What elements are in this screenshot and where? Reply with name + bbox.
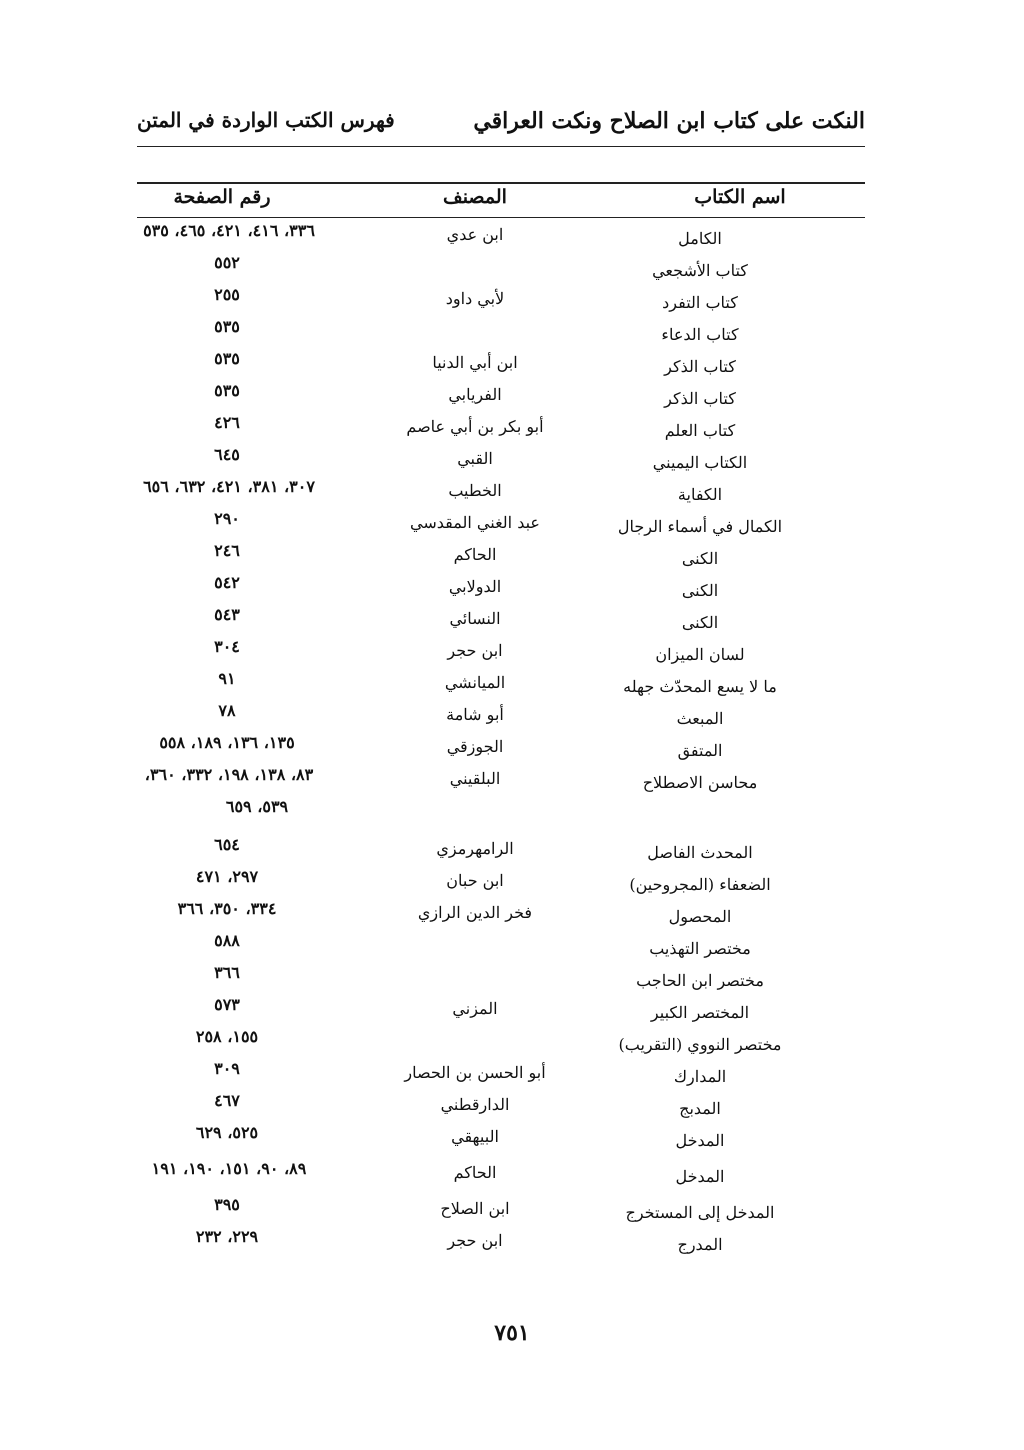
author-cell: ابن عدي [446,225,504,244]
pages-cell: ٣٣٤، ٣٥٠، ٣٦٦ [177,899,277,918]
pages-cell: ٢٤٦ [214,541,240,560]
author-cell: فخر الدين الرازي [417,903,533,922]
book-title-cell: الضعفاء (المجروحين) [629,875,771,894]
author-cell: لأبي داود [445,289,505,308]
column-headers [137,184,865,216]
book-title-cell: المدبج [679,1099,721,1118]
author-cell: البيهقي [451,1127,499,1146]
table-row [137,350,865,382]
pages-cell: ٥٣٥ [214,381,240,400]
book-title-cell: ما لا يسع المحدّث جهله [623,677,777,696]
table-header-rule [137,217,865,218]
table-row [137,964,865,996]
book-title-cell: المحدث الفاصل [647,843,753,862]
book-title-cell: مختصر ابن الحاجب [636,971,764,990]
author-cell: القبي [457,449,493,468]
book-title-cell: الكنى [681,549,719,568]
pages-cell: ٧٨ [218,701,236,720]
pages-cell: ٣٦٦ [214,963,240,982]
table-row [137,1028,865,1060]
pages-cell: ٣٠٩ [214,1059,240,1078]
pages-cell: ٣٩٥ [214,1195,240,1214]
author-cell: النسائي [449,609,501,628]
pages-cell: ١٣٥، ١٣٦، ١٨٩، ٥٥٨ [159,733,295,752]
table-row [137,996,865,1028]
table-row [137,414,865,446]
table-row [137,254,865,286]
author-cell: الحاكم [453,545,497,564]
pages-cell: ٨٣، ١٣٨، ١٩٨، ٣٣٢، ٣٦٠، [144,765,314,784]
pages-cell: ٥٣٩، ٦٥٩ [225,797,289,816]
table-row [137,670,865,702]
pages-cell: ٥٤٣ [214,605,240,624]
table-row [137,574,865,606]
author-cell: الفريابي [448,385,502,404]
book-title-cell: الكتاب اليميني [652,453,748,472]
pages-cell: ٥٣٥ [214,349,240,368]
table-row [137,702,865,734]
book-title-cell: الكنى [681,613,719,632]
pages-cell: ٣٠٧، ٣٨١، ٤٢١، ٦٣٢، ٦٥٦ [143,477,315,496]
table-row [137,446,865,478]
pages-cell: ٣٠٤ [214,637,240,656]
pages-cell: ٢٩٧، ٤٧١ [195,867,259,886]
book-title-cell: كتاب التفرد [662,293,738,312]
book-title-cell: كتاب الذكر [664,357,736,376]
table-row [137,900,865,932]
table-row-continuation [137,798,865,836]
header-rule [137,146,865,147]
table-row [137,1124,865,1160]
pages-cell: ٨٩، ٩٠، ١٥١، ١٩٠، ١٩١ [151,1159,307,1178]
author-cell: الرامهرمزي [436,839,514,858]
table-row [137,932,865,964]
book-title-cell: المدخل إلى المستخرج [625,1203,775,1222]
book-title-cell: المحصول [668,907,732,926]
author-cell: الدولابي [448,577,502,596]
table-row [137,1092,865,1124]
table-row [137,1060,865,1092]
table-row [137,734,865,766]
book-title-cell: المدخل [675,1167,725,1186]
author-cell: عبد الغني المقدسي [410,513,540,532]
book-title-cell: كتاب الدعاء [661,325,739,344]
table-row [137,478,865,510]
table-row [137,638,865,670]
pages-cell: ٥٥٢ [214,253,240,272]
table-row [137,286,865,318]
author-cell: ابن أبي الدنيا [432,353,518,372]
author-cell: ابن حجر [447,641,503,660]
author-cell: أبو بكر بن أبي عاصم [406,417,544,436]
book-title-cell: مختصر التهذيب [649,939,751,958]
table-row [137,766,865,798]
author-cell: ابن حجر [447,1231,503,1250]
pages-cell: ٦٥٤ [214,835,240,854]
author-cell: الحاكم [453,1163,497,1182]
pages-cell: ٤٦٧ [214,1091,240,1110]
book-title-cell: كتاب العلم [664,421,736,440]
book-title-cell: الكامل [678,229,722,248]
book-title-cell: المدارك [673,1067,727,1086]
author-cell: البلقيني [449,769,501,788]
column-header-author: المصنف [443,186,507,208]
table-row [137,606,865,638]
table-row [137,1228,865,1260]
book-title-cell: الكنى [681,581,719,600]
pages-cell: ٥٢٥، ٦٢٩ [195,1123,259,1142]
table-row [137,382,865,414]
pages-cell: ١٥٥، ٢٥٨ [195,1027,259,1046]
book-title-cell: كتاب الأشجعي [652,261,748,280]
book-title-cell: الكفاية [677,485,723,504]
pages-cell: ٢٩٠ [214,509,240,528]
running-header [137,108,865,142]
book-title-cell: المختصر الكبير [650,1003,750,1022]
column-header-title: اسم الكتاب [694,186,786,208]
table-row [137,1160,865,1196]
book-title-cell: لسان الميزان [655,645,745,664]
pages-cell: ٢٢٩، ٢٣٢ [195,1227,259,1246]
book-title-cell: محاسن الاصطلاح [642,773,758,792]
book-title-cell: كتاب الذكر [664,389,736,408]
index-table [137,222,865,1260]
table-row [137,542,865,574]
table-row [137,510,865,542]
book-title-cell: الكمال في أسماء الرجال [617,517,783,536]
pages-cell: ٤٢٦ [214,413,240,432]
author-cell: الميانشي [444,673,506,692]
table-row [137,222,865,254]
book-title-cell: المتفق [677,741,723,760]
author-cell: ابن الصلاح [440,1199,510,1218]
book-title-cell: المدخل [675,1131,725,1150]
table-row [137,318,865,350]
pages-cell: ٥٧٣ [214,995,240,1014]
pages-cell: ٥٣٥ [214,317,240,336]
table-row [137,836,865,868]
author-cell: المزني [452,999,498,1018]
author-cell: ابن حبان [446,871,504,890]
book-title-cell: مختصر النووي (التقريب) [618,1035,782,1054]
pages-cell: ٣٣٦، ٤١٦، ٤٢١، ٤٦٥، ٥٣٥ [143,221,315,240]
index-title: فهرس الكتب الواردة في المتن [137,108,395,132]
pages-cell: ٥٨٨ [214,931,240,950]
author-cell: الجوزقي [446,737,504,756]
pages-cell: ٥٤٢ [214,573,240,592]
author-cell: الدارقطني [440,1095,510,1114]
book-title-cell: المدرج [677,1235,723,1254]
author-cell: أبو الحسن بن الحصار [404,1063,546,1082]
pages-cell: ٩١ [218,669,236,688]
author-cell: الخطيب [448,481,502,500]
column-header-pages: رقم الصفحة [173,186,271,208]
table-row [137,868,865,900]
author-cell: أبو شامة [446,705,504,724]
pages-cell: ٦٤٥ [214,445,240,464]
page-number: ٧٥١ [494,1320,530,1346]
book-title: النكت على كتاب ابن الصلاح ونكت العراقي [473,108,865,134]
table-row [137,1196,865,1228]
pages-cell: ٢٥٥ [214,285,240,304]
book-title-cell: المبعث [676,709,724,728]
